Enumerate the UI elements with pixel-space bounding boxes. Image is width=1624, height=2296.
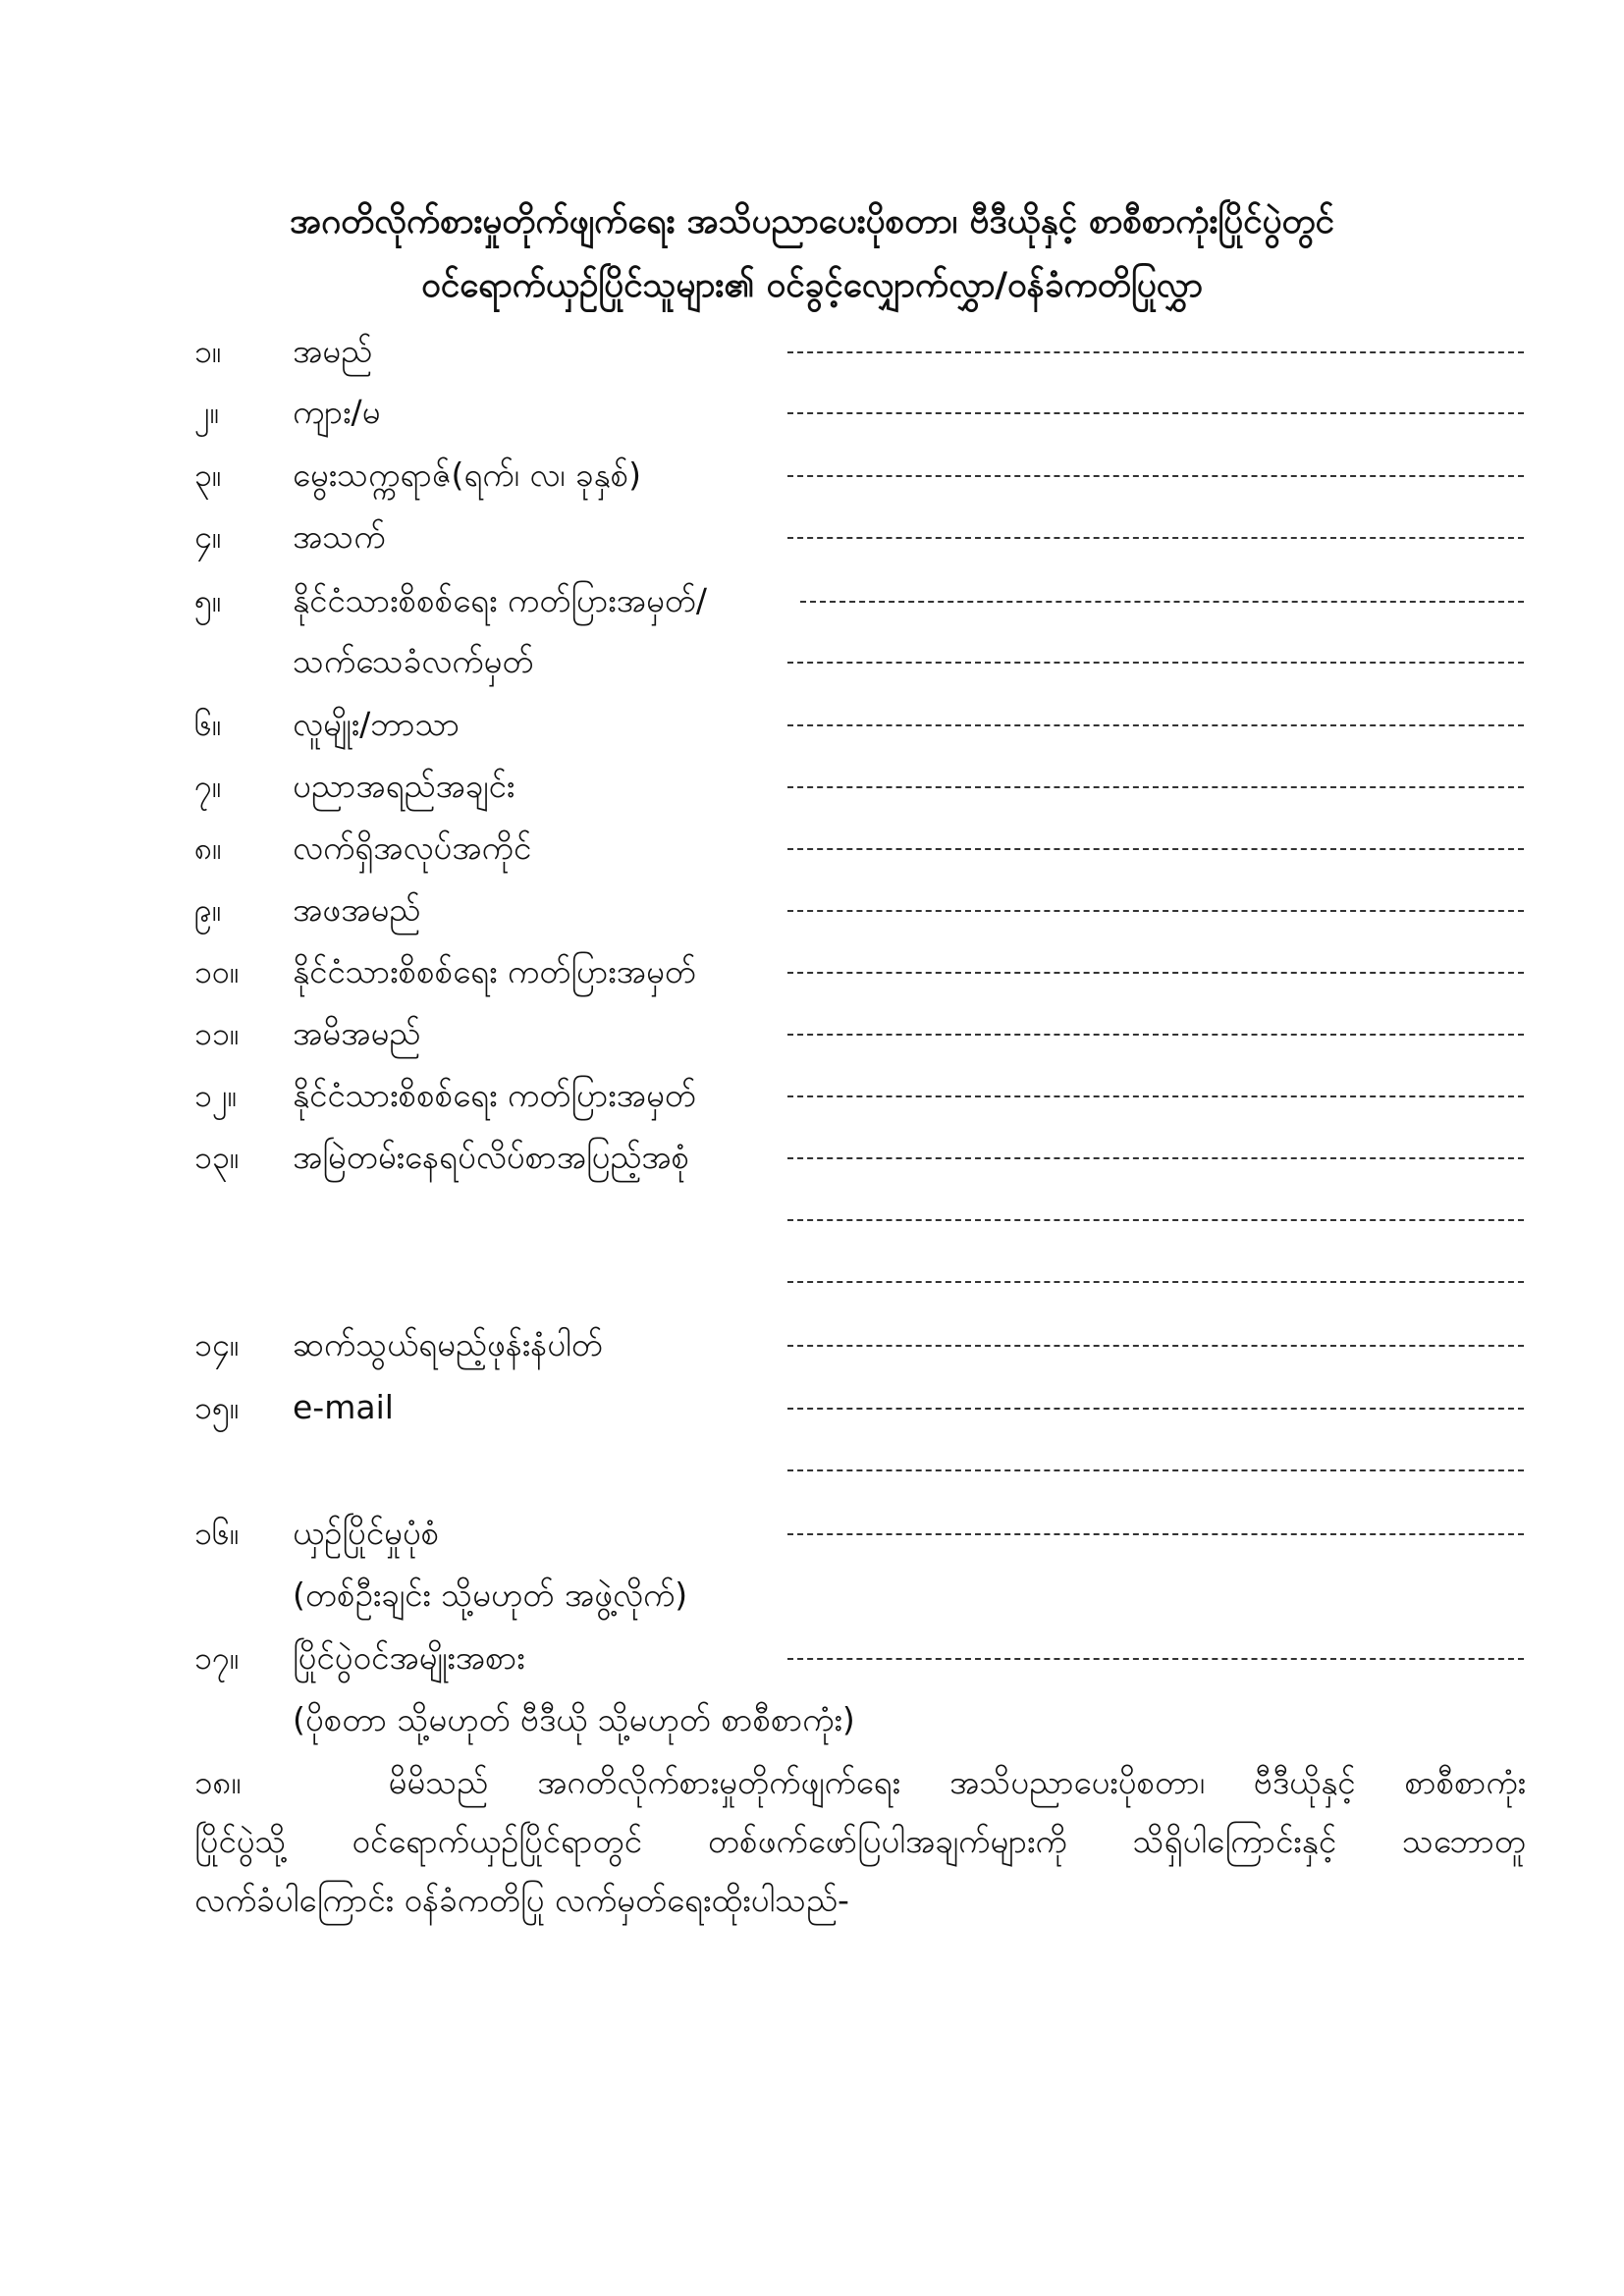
field-6-blank[interactable] [787,724,1524,726]
field-13-blank-3[interactable] [787,1281,1524,1283]
declaration-paragraph [194,1753,1526,1930]
field-17-label: ပြိုင်ပွဲဝင်အမျိုးအစား [293,1638,525,1677]
field-16-label: ယှဉ်ပြိုင်မှုပုံစံ [293,1514,440,1552]
field-5-number: ၅။ [194,582,222,619]
field-10-number: ၁၀။ [194,953,240,990]
field-8-label: လက်ရှိအလုပ်အကိုင် [293,828,532,867]
field-16-hint: (တစ်ဦးချင်း သို့မဟုတ် အဖွဲ့လိုက်) [293,1575,688,1614]
field-4-blank[interactable] [787,537,1524,539]
field-9-number: ၉။ [194,891,222,929]
field-17-hint: (ပိုစတာ သို့မဟုတ် ဗီဒီယို သို့မဟုတ် စာစီစာကုံး) [293,1700,855,1738]
field-2-number: ၂။ [194,394,220,431]
field-16-number: ၁၆။ [194,1515,240,1552]
field-15-label: e-mail [293,1388,394,1426]
field-14-blank[interactable] [787,1345,1524,1347]
field-2-label: ကျား/မ [293,393,381,431]
field-14-number: ၁၄။ [194,1326,240,1363]
field-7-label: ပညာအရည်အချင်း [293,767,515,805]
field-15-blank-2[interactable] [787,1469,1524,1471]
declaration-line-1: ၁၈။ မိမိသည် အဂတိလိုက်စားမှုတိုက်ဖျက်ရေး အသိပညာပေးပိုစတာ၊ ဗီဒီယိုနှင့် စာစီစာကုံး [194,1763,1526,1801]
field-1-label: အမည် [293,332,373,370]
field-15-blank[interactable] [787,1408,1524,1410]
field-8-number: ၈။ [194,829,222,867]
declaration-line-2: ပြိုင်ပွဲသို့ ဝင်ရောက်ယှဉ်ပြိုင်ရာတွင် တစ်ဖက်ဖော်ပြပါအချက်များကို သိရှိပါကြောင်းနှင့် သဘောတူ [194,1822,1526,1860]
field-17-number: ၁၇။ [194,1639,240,1677]
field-10-blank[interactable] [787,972,1524,974]
field-9-blank[interactable] [787,910,1524,912]
field-14-label: ဆက်သွယ်ရမည့်ဖုန်းနံပါတ် [293,1325,603,1363]
field-4-label: အသက် [293,517,386,556]
field-4-number: ၄။ [194,518,222,556]
field-7-number: ၇။ [194,768,222,805]
field-16-blank[interactable] [787,1533,1524,1535]
field-5-blank[interactable] [800,601,1524,603]
form-title-line-1: အဂတိလိုက်စားမှုတိုက်ဖျက်ရေး အသိပညာပေးပိုစတာ၊ ဗီဒီယိုနှင့် စာစီစာကုံးပြိုင်ပွဲတွင် [290,202,1334,241]
field-9-label: အဖအမည် [293,890,421,929]
field-6-number: ၆။ [194,706,222,743]
field-3-number: ၃။ [194,456,222,494]
field-12-label: နိုင်ငံသားစိစစ်ရေး ကတ်ပြားအမှတ် [293,1076,696,1114]
field-17-blank[interactable] [787,1658,1524,1660]
field-3-label: မွေးသက္ကရာဇ်(ရက်၊ လ၊ ခုနှစ်) [293,455,642,494]
field-6-label: လူမျိုး/ဘာသာ [293,705,460,743]
field-13-blank-2[interactable] [787,1219,1524,1221]
field-3-blank[interactable] [787,475,1524,477]
field-12-number: ၁၂။ [194,1077,238,1114]
field-13-blank[interactable] [787,1157,1524,1159]
form-title-line-2: ဝင်ရောက်ယှဉ်ပြိုင်သူများ၏ ဝင်ခွင့်လျှောက်လွှာ/ဝန်ခံကတိပြုလွှာ [421,266,1203,305]
field-11-label: အမိအမည် [293,1014,421,1052]
field-1-blank[interactable] [787,351,1524,353]
field-11-number: ၁၁။ [194,1015,240,1052]
field-15-number: ၁၅။ [194,1389,240,1426]
field-12-blank[interactable] [787,1095,1524,1097]
field-7-blank[interactable] [787,786,1524,788]
field-5-label-2: သက်သေခံလက်မှတ် [293,642,534,680]
field-13-label: အမြဲတမ်းနေရပ်လိပ်စာအပြည့်အစုံ [293,1138,690,1176]
field-1-number: ၁။ [194,333,222,370]
field-8-blank[interactable] [787,848,1524,850]
declaration-number: ၁၈။ [194,1763,242,1801]
field-13-number: ၁၃။ [194,1139,240,1176]
field-11-blank[interactable] [787,1034,1524,1036]
field-2-blank[interactable] [787,412,1524,414]
field-5-label: နိုင်ငံသားစိစစ်ရေး ကတ်ပြားအမှတ်/ [293,581,708,619]
field-5-blank-2[interactable] [787,662,1524,664]
field-10-label: နိုင်ငံသားစိစစ်ရေး ကတ်ပြားအမှတ် [293,952,696,990]
declaration-line-3: လက်ခံပါကြောင်း ဝန်ခံကတိပြု လက်မှတ်ရေးထိုးပါသည်- [194,1881,849,1919]
